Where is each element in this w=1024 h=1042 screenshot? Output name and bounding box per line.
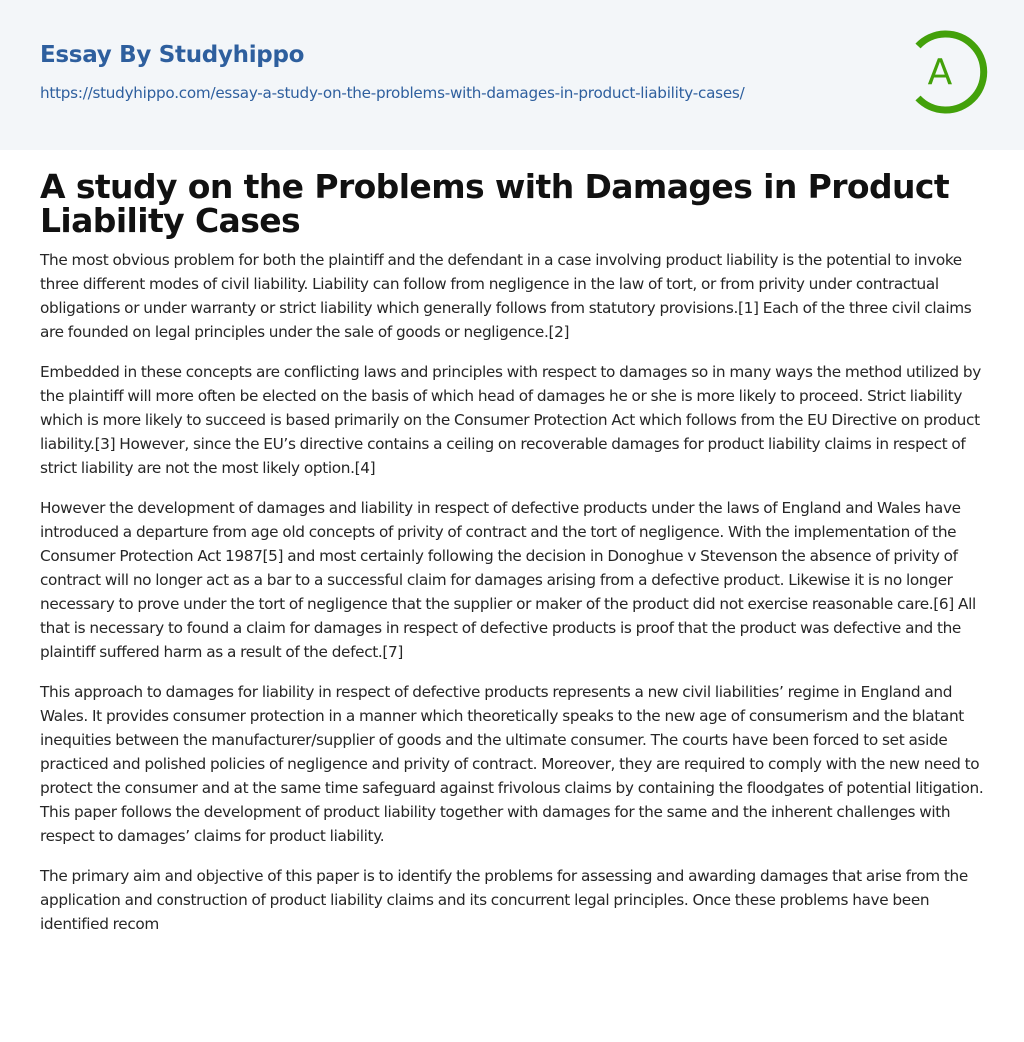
essay-paragraph-1: The most obvious problem for both the plaintiff and the defendant in a case involving product liability is the potential to invoke three different modes of civil liability. Liability can follow from negligence in the law of tort, or from privity under contractual obligations or under warranty or strict liability which generally follows from statutory provisions.[1] Each of the three civil claims are founded on legal principles under the sale of goods or negligence.[2]: [40, 251, 972, 341]
essay-paragraph-3: However the development of damages and liability in respect of defective products under the laws of England and Wales have introduced a departure from age old concepts of privity of contract and the tort of negligence. With the implementation of the Consumer Protection Act 1987[5] and most certainly following the decision in Donoghue v Stevenson the absence of privity of contract will no longer act as a bar to a successful claim for damages arising from a defective product. Likewise it is no longer necessary to prove under the tort of negligence that the supplier or maker of the product did not exercise reasonable care.[6] All that is necessary to found a claim for damages in respect of defective products is proof that the product was defective and the plaintiff suffered harm as a result of the defect.[7]: [40, 499, 976, 661]
essay-content: [0, 167, 1024, 936]
source-url-link[interactable]: https://studyhippo.com/essay-a-study-on-the-problems-with-damages-in-product-liability-cases/: [40, 84, 745, 102]
essay-title: A study on the Problems with Damages in Product Liability Cases: [40, 167, 949, 240]
site-header: [0, 0, 1024, 150]
essay-paragraph-2: Embedded in these concepts are conflicting laws and principles with respect to damages so in many ways the method utilized by the plaintiff will more often be elected on the basis of which head of damages he or she is more likely to proceed. Strict liability which is more likely to succeed is based primarily on the Consumer Protection Act which follows from the EU Directive on product liability.[3] However, since the EU’s directive contains a ceiling on recoverable damages for product liability claims in respect of strict liability are not the most likely option.[4]: [40, 363, 981, 477]
logo-icon: [910, 28, 988, 116]
studyhippo-logo[interactable]: [910, 28, 988, 116]
essay-paragraph-5: The primary aim and objective of this paper is to identify the problems for assessing and awarding damages that arise from the application and construction of product liability claims and its concurrent legal principles. Once these problems have been identified recom: [40, 867, 968, 933]
essay-paragraph-4: This approach to damages for liability in respect of defective products represents a new civil liabilities’ regime in England and Wales. It provides consumer protection in a manner which theoretically speaks to the new age of consumerism and the blatant inequities between the manufacturer/supplier of goods and the ultimate consumer. The courts have been forced to set aside practiced and polished policies of negligence and privity of contract. Moreover, they are required to comply with the new need to protect the consumer and at the same time safeguard against frivolous claims by containing the floodgates of potential litigation. This paper follows the development of product liability together with damages for the same and the inherent challenges with respect to damages’ claims for product liability.: [40, 683, 984, 845]
site-title: Essay By Studyhippo: [40, 42, 305, 68]
logo-letter: A: [927, 52, 953, 93]
